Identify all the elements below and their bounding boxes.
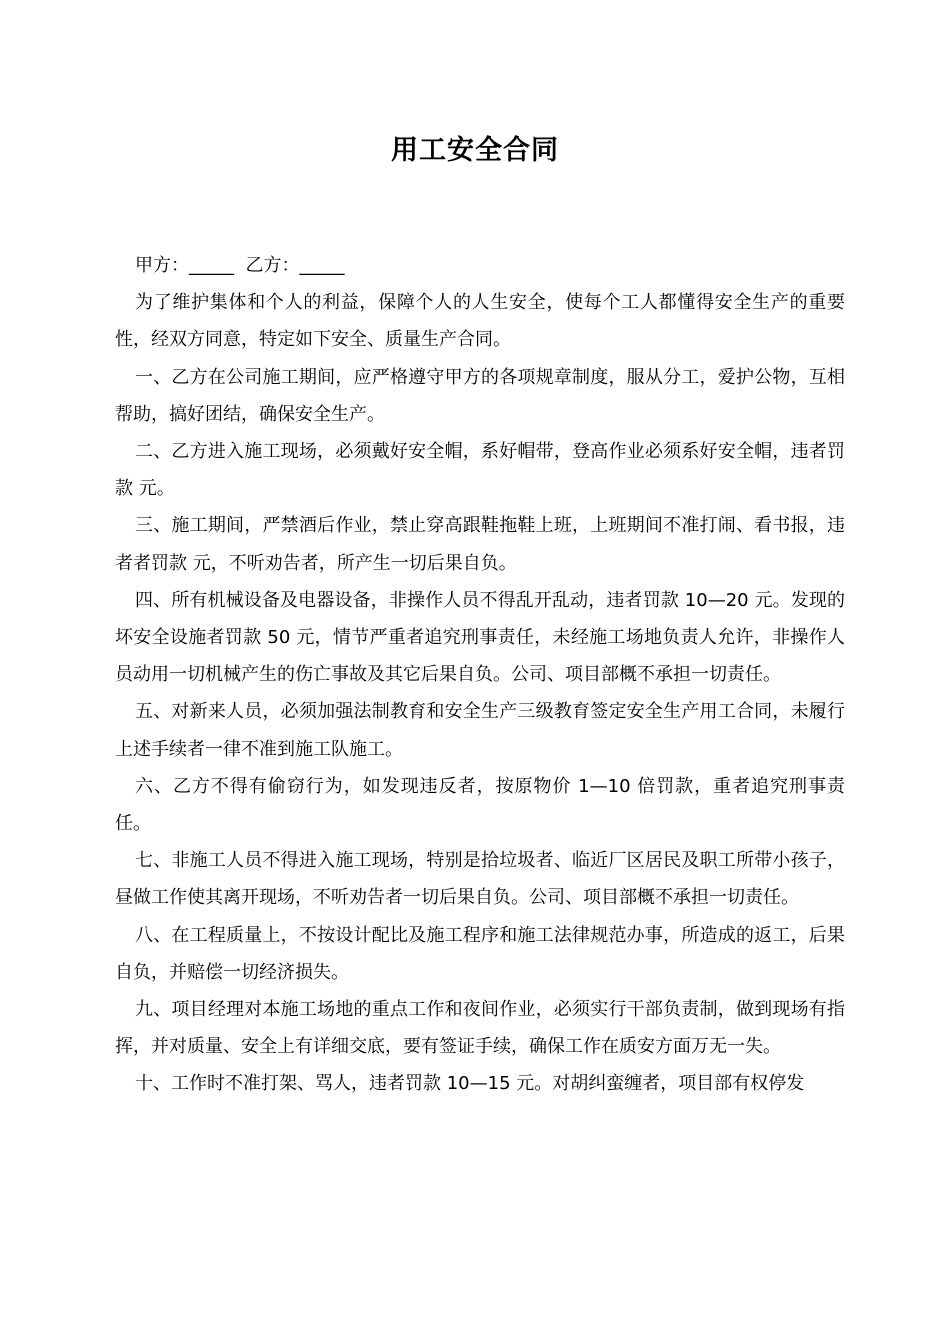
clause-2: 二、乙方进入施工现场，必须戴好安全帽，系好帽带，登高作业必须系好安全帽，违者罚款 元。 bbox=[115, 441, 845, 500]
clause-9: 九、项目经理对本施工场地的重点工作和夜间作业，必须实行干部负责制，做到现场有指挥，并对质量、安全上有详细交底，要有签证手续，确保工作在质安方面万无一失。 bbox=[115, 999, 845, 1058]
document-title: 用工安全合同 bbox=[391, 135, 559, 166]
clause-5: 五、对新来人员，必须加强法制教育和安全生产三级教育签定安全生产用工合同，未履行上述手续者一律不准到施工队施工。 bbox=[115, 701, 845, 760]
clause-8: 八、在工程质量上，不按设计配比及施工程序和施工法律规范办事，所造成的返工，后果自负，并赔偿一切经济损失。 bbox=[115, 924, 845, 983]
clause-1: 一、乙方在公司施工期间，应严格遵守甲方的各项规章制度，服从分工，爱护公物，互相帮助，搞好团结，确保安全生产。 bbox=[115, 366, 845, 425]
clause-7: 七、非施工人员不得进入施工现场，特别是拾垃圾者、临近厂区居民及职工所带小孩子，昼做工作使其离开现场，不听劝告者一切后果自负。公司、项目部概不承担一切责任。 bbox=[115, 850, 845, 909]
clause-4: 四、所有机械设备及电器设备，非操作人员不得乱开乱动，违者罚款 10—20 元。发现的坏安全设施者罚款 50 元，情节严重者追究刑事责任，未经施工场地负责人允许，非操作人员动用一切机械产生的伤亡事故及其它后果自负。公司、项目部概不承担一切责任。 bbox=[115, 589, 845, 686]
clause-6: 六、乙方不得有偷窃行为，如发现违反者，按原物价 1—10 倍罚款，重者追究刑事责任。 bbox=[115, 775, 845, 835]
contract-parties-line: 甲方：_____ 乙方：_____ bbox=[135, 255, 345, 276]
paragraph-intro: 为了维护集体和个人的利益，保障个人的人生安全，使每个工人都懂得安全生产的重要性，经双方同意，特定如下安全、质量生产合同。 bbox=[115, 292, 845, 351]
document-body bbox=[115, 247, 845, 1103]
clause-3: 三、施工期间，严禁酒后作业，禁止穿高跟鞋拖鞋上班，上班期间不准打闹、看书报，违者者罚款 元，不听劝告者，所产生一切后果自负。 bbox=[115, 515, 845, 574]
clause-10: 十、工作时不准打架、骂人，违者罚款 10—15 元。对胡纠蛮缠者，项目部有权停发 bbox=[135, 1073, 805, 1095]
